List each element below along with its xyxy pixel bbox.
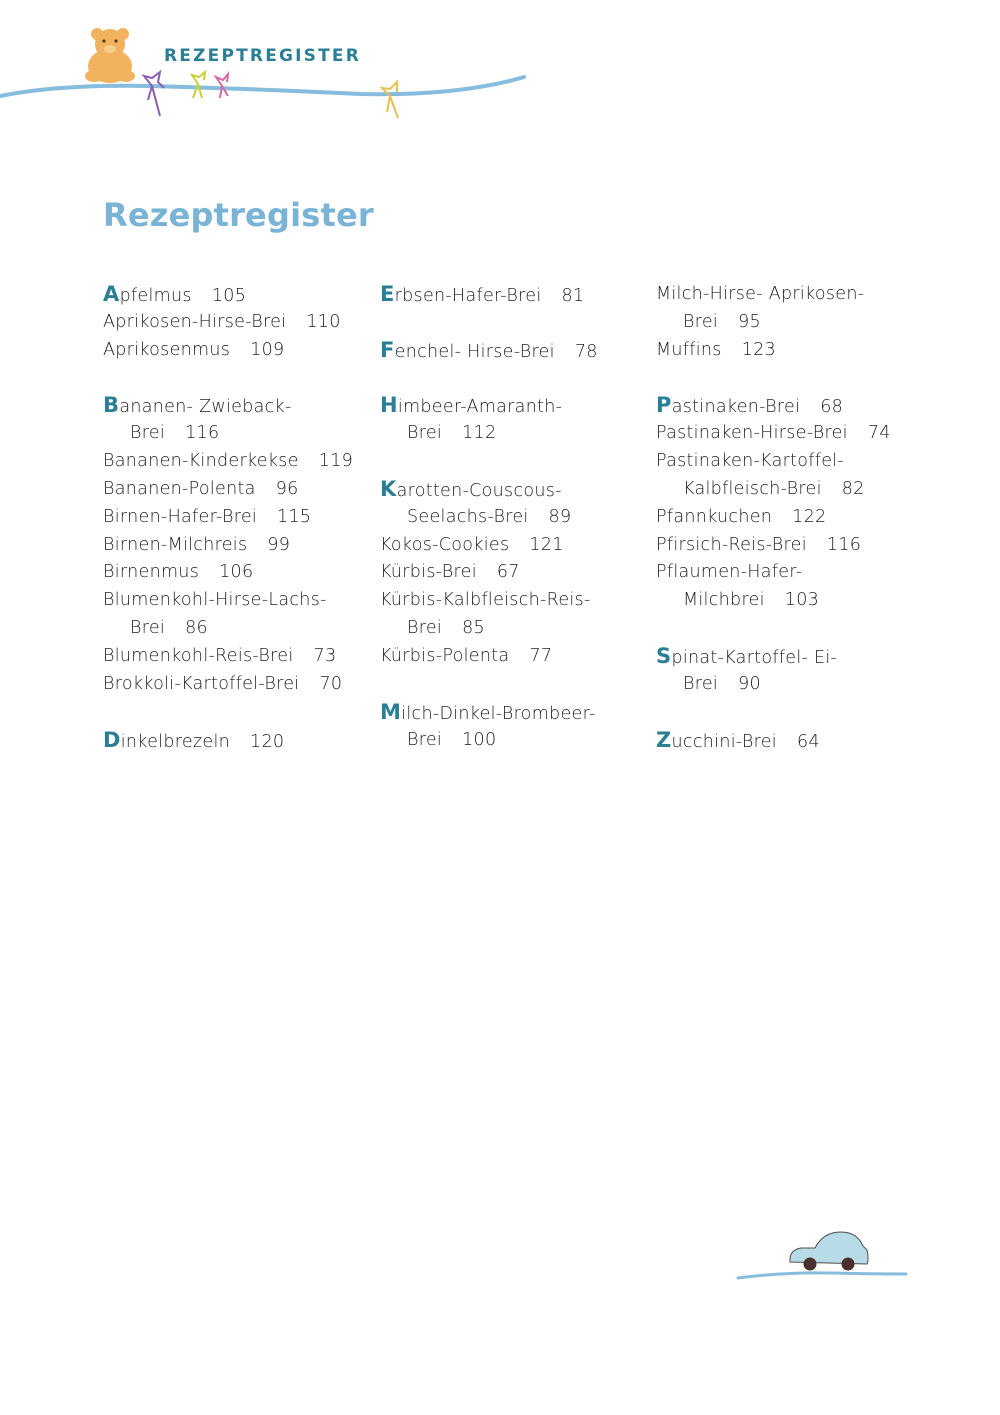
index-entry [380, 337, 650, 365]
page-number: 70 [319, 673, 343, 694]
entry-name: Pflaumen-Hafer- [656, 562, 803, 583]
index-entry [103, 671, 373, 699]
page-number: 68 [820, 397, 844, 418]
page-number: 99 [267, 534, 291, 555]
page-number: 67 [496, 562, 520, 583]
page-number: 85 [462, 618, 485, 639]
index-entry [103, 448, 373, 476]
entry-name: Kürbis-Polenta [380, 645, 510, 666]
index-entry [103, 309, 373, 337]
entry-name-continued: Brei [407, 729, 443, 750]
page-number: 90 [738, 673, 761, 694]
index-letter: S [656, 643, 672, 668]
index-entry [656, 532, 956, 560]
entry-name: Pastinaken-Kartoffel- [656, 451, 845, 472]
index-entry [380, 587, 650, 615]
index-entry-continuation [380, 420, 650, 448]
index-entry [380, 559, 650, 587]
footer-wave-line [738, 1273, 906, 1278]
index-entry [380, 699, 650, 727]
index-entry-continuation [380, 504, 650, 532]
entry-name: pinat-Kartoffel- Ei- [671, 647, 838, 668]
entry-name: Aprikosenmus [103, 339, 231, 360]
entry-name: Birnen-Milchreis [103, 534, 248, 555]
group-spacer [380, 671, 650, 699]
index-letter: A [103, 282, 120, 306]
entry-name-continued: Brei [683, 311, 719, 332]
page-number: 115 [277, 506, 312, 527]
index-entry [103, 587, 373, 615]
index-entry [656, 559, 956, 587]
page-number: 74 [867, 423, 891, 444]
page-number: 119 [318, 451, 354, 472]
entry-name-continued: Milchbrei [683, 590, 765, 611]
entry-name: Bananen-Kinderkekse [103, 451, 299, 472]
entry-name: Bananen-Polenta [103, 478, 256, 499]
index-entry [380, 281, 650, 309]
page-number: 89 [548, 506, 572, 527]
index-entry [656, 504, 956, 532]
running-head: REZEPTREGISTER [164, 46, 362, 66]
entry-name: arotten-Couscous- [396, 480, 562, 501]
page-number: 112 [462, 423, 497, 444]
entry-name: Birnenmus [103, 562, 200, 583]
index-entry [656, 727, 956, 755]
index-entry [103, 559, 373, 587]
index-entry [103, 476, 373, 504]
entry-name: enchel- Hirse-Brei [394, 341, 555, 362]
index-entry [656, 281, 956, 309]
index-letter: D [103, 727, 121, 752]
entry-name: Kürbis-Brei [380, 562, 477, 583]
index-column-1 [103, 281, 373, 754]
index-entry [103, 532, 373, 560]
page-number: 123 [741, 339, 776, 360]
entry-name: Blumenkohl-Reis-Brei [103, 645, 294, 666]
entry-name-continued: Brei [130, 423, 166, 444]
entry-name-continued: Kalbfleisch-Brei [683, 478, 822, 499]
page-number: 100 [462, 729, 497, 750]
entry-name: astinaken-Brei [671, 397, 801, 418]
group-spacer [656, 615, 956, 643]
group-spacer [380, 448, 650, 476]
page-number: 103 [784, 590, 820, 611]
group-spacer [380, 309, 650, 337]
page-number: 120 [250, 731, 285, 752]
entry-name-continued: Seelachs-Brei [407, 506, 529, 527]
index-entry [656, 392, 956, 420]
entry-name-continued: Brei [407, 618, 443, 639]
index-entry-continuation [380, 727, 650, 755]
index-letter: K [380, 476, 397, 501]
entry-name: Muffins [656, 339, 722, 360]
page-number: 116 [826, 534, 862, 555]
entry-name: Kürbis-Kalbfleisch-Reis- [380, 590, 591, 611]
page-number: 82 [841, 478, 865, 499]
page-number: 109 [250, 339, 285, 360]
index-entry-continuation [380, 615, 650, 643]
entry-name: ucchini-Brei [671, 731, 777, 752]
page-number: 96 [275, 478, 299, 499]
page-number: 86 [185, 618, 208, 639]
entry-name: Milch-Hirse- Aprikosen- [656, 284, 865, 304]
index-entry-continuation [656, 476, 956, 504]
entry-name: inkelbrezeln [120, 731, 231, 752]
index-entry [656, 337, 956, 365]
toy-car-icon [735, 1222, 910, 1284]
page-title: Rezeptregister [103, 196, 374, 234]
index-letter: P [656, 393, 672, 418]
page-number: 81 [561, 286, 585, 306]
entry-name: Brokkoli-Kartoffel-Brei [103, 673, 300, 694]
index-letter: F [380, 337, 395, 362]
page-number: 64 [796, 731, 820, 752]
page-number: 110 [306, 311, 341, 332]
page-number: 78 [574, 341, 598, 362]
index-entry [103, 643, 373, 671]
index-letter: E [380, 282, 395, 306]
index-entry [103, 392, 373, 420]
page-number: 116 [185, 423, 220, 444]
page-number: 73 [313, 645, 337, 666]
entry-name: Blumenkohl-Hirse-Lachs- [103, 590, 327, 611]
index-entry [656, 643, 956, 671]
index-entry-continuation [656, 587, 956, 615]
index-entry [380, 392, 650, 420]
index-entry [103, 337, 373, 365]
group-spacer [656, 365, 956, 393]
index-letter: B [103, 393, 120, 418]
page-number: 95 [738, 311, 761, 332]
header-wave-line [0, 77, 524, 96]
page-number: 106 [219, 562, 254, 583]
entry-name: Pfirsich-Reis-Brei [656, 534, 807, 555]
index-entry [656, 420, 956, 448]
index-column-2 [380, 281, 650, 754]
entry-name-continued: Brei [407, 423, 443, 444]
group-spacer [103, 365, 373, 393]
index-entry [656, 448, 956, 476]
group-spacer [103, 699, 373, 727]
index-entry-continuation [656, 671, 956, 699]
entry-name: Pfannkuchen [656, 506, 773, 527]
index-entry [380, 643, 650, 671]
index-entry-continuation [656, 309, 956, 337]
index-entry [103, 727, 373, 755]
page-number: 121 [529, 534, 564, 555]
index-entry-continuation [103, 420, 373, 448]
entry-name: Birnen-Hafer-Brei [103, 506, 258, 527]
index-entry [380, 476, 650, 504]
index-entry [103, 281, 373, 309]
index-letter: H [380, 393, 398, 418]
entry-name: imbeer-Amaranth- [397, 397, 563, 418]
page-number: 77 [529, 645, 553, 666]
index-entry [380, 532, 650, 560]
teddy-bear-icon [85, 28, 135, 83]
entry-name: ananen- Zwieback- [119, 397, 292, 418]
index-letter: Z [656, 727, 672, 752]
entry-name: rbsen-Hafer-Brei [394, 286, 542, 306]
index-letter: M [380, 699, 402, 724]
page-number: 122 [792, 506, 827, 527]
entry-name: pfelmus [119, 286, 192, 306]
entry-name-continued: Brei [130, 618, 166, 639]
group-spacer [380, 365, 650, 393]
index-entry [103, 504, 373, 532]
page-number: 105 [211, 286, 247, 306]
index-column-3 [656, 281, 956, 754]
index-entry-continuation [103, 615, 373, 643]
group-spacer [656, 699, 956, 727]
entry-name: Pastinaken-Hirse-Brei [656, 423, 848, 444]
entry-name: Kokos-Cookies [380, 534, 510, 555]
entry-name: Aprikosen-Hirse-Brei [103, 311, 287, 332]
entry-name: ilch-Dinkel-Brombeer- [401, 703, 596, 724]
entry-name-continued: Brei [683, 673, 719, 694]
